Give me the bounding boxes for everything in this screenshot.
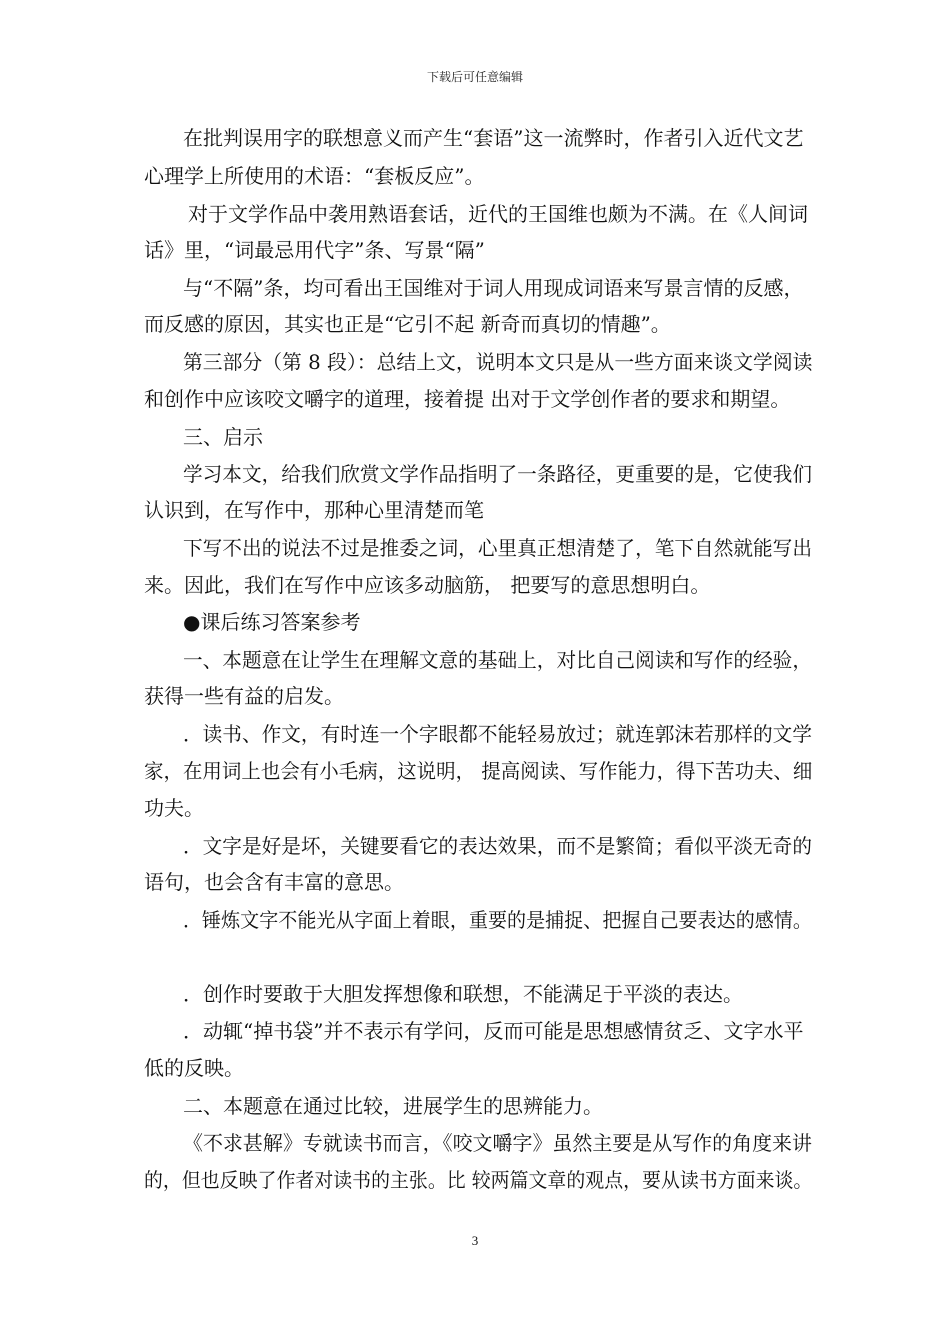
paragraph-line: ．创作时要敢于大胆发挥想像和联想，不能满足于平淡的表达。	[183, 982, 743, 1006]
paragraph-line: 认识到，在写作中，那种心里清楚而笔	[144, 498, 484, 522]
paragraph-line: 一、本题意在让学生在理解文意的基础上，对比自己阅读和写作的经验，	[183, 648, 812, 672]
paragraph-line: 的，但也反映了作者对读书的主张。比 较两篇文章的观点，要从读书方面来谈。	[144, 1168, 813, 1192]
page-header: 下载后可任意编辑	[426, 70, 523, 84]
paragraph-line: 低的反映。	[144, 1056, 244, 1080]
paragraph-line: 和创作中应该咬文嚼字的道理，接着提 出对于文学创作者的要求和期望。	[144, 387, 791, 411]
paragraph-line: 对于文学作品中袭用熟语套话，近代的王国维也颇为不满。在《人间词	[188, 202, 808, 226]
paragraph-line: ．读书、作文，有时连一个字眼都不能轻易放过；就连郭沫若那样的文学	[183, 722, 812, 746]
paragraph-line: 功夫。	[144, 796, 204, 820]
paragraph-line: 获得一些有益的启发。	[144, 684, 344, 708]
paragraph-line: 来。因此，我们在写作中应该多动脑筋， 把要写的意思想明白。	[144, 573, 711, 597]
paragraph-line: 与“不隔”条，均可看出王国维对于词人用现成词语来写景言情的反感，	[183, 276, 804, 300]
paragraph-line: ．动辄“掉书袋”并不表示有学问，反而可能是思想感情贫乏、文字水平	[183, 1019, 804, 1043]
paragraph-line: 心理学上所使用的术语：“套板反应”。	[144, 164, 485, 188]
paragraph-line: 第三部分（第 8 段）：总结上文，说明本文只是从一些方面来谈文学阅读	[183, 350, 813, 374]
paragraph-line: 语句，也会含有丰富的意思。	[144, 870, 404, 894]
paragraph-line: 二、本题意在通过比较，进展学生的思辨能力。	[183, 1094, 603, 1118]
paragraph-line: 家，在用词上也会有小毛病，这说明， 提高阅读、写作能力，得下苦功夫、细	[144, 759, 813, 783]
section-heading: ●课后练习答案参考	[183, 610, 361, 634]
paragraph-line: 《不求甚解》专就读书而言，《咬文嚼字》虽然主要是从写作的角度来讲	[183, 1131, 812, 1155]
section-heading: 三、启示	[183, 425, 263, 449]
paragraph-line: ．文字是好是坏，关键要看它的表达效果，而不是繁简；看似平淡无奇的	[183, 834, 812, 858]
page-number: 3	[471, 1233, 479, 1248]
paragraph-line: 下写不出的说法不过是推委之词，心里真正想清楚了，笔下自然就能写出	[183, 536, 812, 560]
paragraph-line: 话》里，“词最忌用代字”条、写景“隔”	[144, 238, 485, 262]
paragraph-line: 而反感的原因，其实也正是“它引不起 新奇而真切的情趣”。	[144, 312, 671, 336]
paragraph-line: ．锤炼文字不能光从字面上着眼，重要的是捕捉、把握自己要表达的感情。	[183, 908, 812, 932]
paragraph-line: 在批判误用字的联想意义而产生“套语”这一流弊时，作者引入近代文艺	[183, 126, 804, 150]
paragraph-line: 学习本文，给我们欣赏文学作品指明了一条路径，更重要的是，它使我们	[183, 462, 812, 486]
